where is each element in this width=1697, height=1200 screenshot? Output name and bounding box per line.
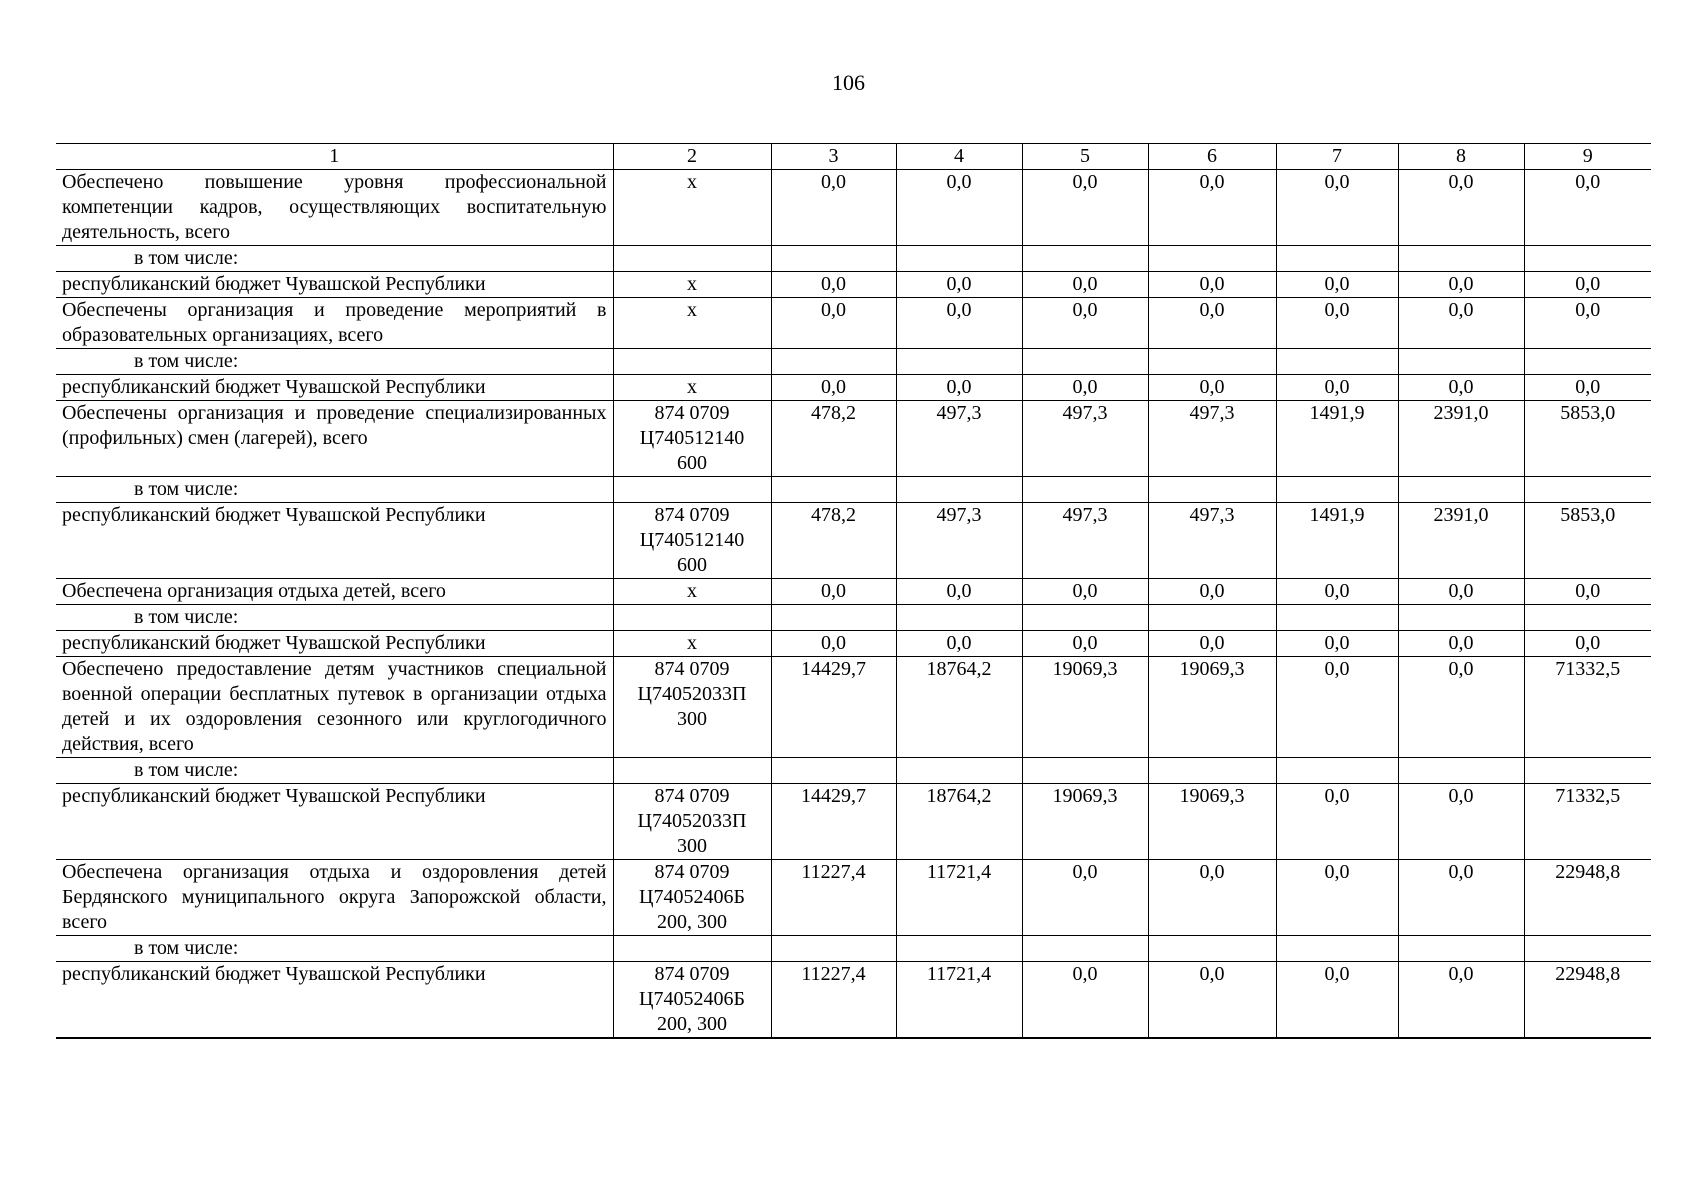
amount-cell bbox=[1148, 758, 1276, 784]
amount-cell: 0,0 bbox=[1022, 272, 1148, 298]
amount-cell bbox=[1524, 246, 1651, 272]
amount-cell: 5853,0 bbox=[1524, 401, 1651, 477]
subtotal-label-row bbox=[56, 349, 1651, 375]
amount-cell: 0,0 bbox=[1148, 375, 1276, 401]
amount-cell: 2391,0 bbox=[1398, 401, 1524, 477]
amount-cell: 11721,4 bbox=[896, 962, 1022, 1039]
amount-cell: 71332,5 bbox=[1524, 784, 1651, 860]
budget-code-line: 300 bbox=[677, 708, 707, 730]
subtotal-label-row bbox=[56, 477, 1651, 503]
amount-cell: 0,0 bbox=[1148, 170, 1276, 246]
amount-cell: 0,0 bbox=[1022, 962, 1148, 1039]
column-number: 9 bbox=[1524, 144, 1651, 170]
amount-cell bbox=[1148, 936, 1276, 962]
column-number: 3 bbox=[771, 144, 896, 170]
column-number: 2 bbox=[613, 144, 771, 170]
amount-cell: 19069,3 bbox=[1148, 657, 1276, 758]
amount-cell: 0,0 bbox=[771, 631, 896, 657]
amount-cell: 0,0 bbox=[1398, 170, 1524, 246]
amount-cell bbox=[1398, 349, 1524, 375]
budget-code-line: 874 0709 bbox=[654, 658, 730, 680]
row-name: республиканский бюджет Чувашской Республики bbox=[56, 272, 613, 298]
amount-cell: 0,0 bbox=[1148, 860, 1276, 936]
amount-cell bbox=[1276, 936, 1398, 962]
amount-cell: 0,0 bbox=[1022, 375, 1148, 401]
amount-cell: 0,0 bbox=[1022, 298, 1148, 349]
amount-cell bbox=[1276, 349, 1398, 375]
column-number: 8 bbox=[1398, 144, 1524, 170]
amount-cell bbox=[771, 936, 896, 962]
amount-cell: 0,0 bbox=[1398, 272, 1524, 298]
subtotal-label-row bbox=[56, 936, 1651, 962]
table-row bbox=[56, 962, 1651, 1039]
budget-code bbox=[613, 784, 771, 860]
budget-code bbox=[613, 860, 771, 936]
budget-code-line: 874 0709 bbox=[654, 963, 730, 985]
row-name: республиканский бюджет Чувашской Республики bbox=[56, 503, 613, 579]
subtotal-label-row bbox=[56, 605, 1651, 631]
column-number: 4 bbox=[896, 144, 1022, 170]
amount-cell: 0,0 bbox=[896, 631, 1022, 657]
amount-cell: 0,0 bbox=[896, 298, 1022, 349]
amount-cell bbox=[1398, 477, 1524, 503]
amount-cell: 0,0 bbox=[1524, 631, 1651, 657]
amount-cell: 0,0 bbox=[1276, 272, 1398, 298]
amount-cell bbox=[1022, 246, 1148, 272]
amount-cell bbox=[1148, 477, 1276, 503]
amount-cell bbox=[896, 246, 1022, 272]
amount-cell: 0,0 bbox=[1276, 860, 1398, 936]
table-row bbox=[56, 298, 1651, 349]
budget-code-line: Ц740512140 bbox=[639, 529, 745, 551]
amount-cell: 0,0 bbox=[1524, 375, 1651, 401]
table-row bbox=[56, 579, 1651, 605]
amount-cell: 0,0 bbox=[1148, 631, 1276, 657]
budget-code bbox=[613, 170, 771, 246]
budget-code bbox=[613, 375, 771, 401]
budget-code-line: 600 bbox=[677, 554, 707, 576]
table-row bbox=[56, 860, 1651, 936]
amount-cell: 497,3 bbox=[1022, 503, 1148, 579]
amount-cell: 0,0 bbox=[1398, 298, 1524, 349]
amount-cell: 19069,3 bbox=[1022, 657, 1148, 758]
column-number: 5 bbox=[1022, 144, 1148, 170]
amount-cell: 1491,9 bbox=[1276, 401, 1398, 477]
amount-cell bbox=[1524, 758, 1651, 784]
row-name: в том числе: bbox=[56, 936, 613, 962]
table-row bbox=[56, 375, 1651, 401]
amount-cell: 0,0 bbox=[1276, 784, 1398, 860]
amount-cell: 0,0 bbox=[771, 272, 896, 298]
budget-code-line: х bbox=[687, 632, 697, 654]
amount-cell: 0,0 bbox=[896, 170, 1022, 246]
amount-cell: 0,0 bbox=[1022, 170, 1148, 246]
amount-cell bbox=[771, 758, 896, 784]
budget-code bbox=[613, 758, 771, 784]
budget-code bbox=[613, 631, 771, 657]
amount-cell: 0,0 bbox=[1276, 375, 1398, 401]
row-name: республиканский бюджет Чувашской Республики bbox=[56, 375, 613, 401]
budget-code bbox=[613, 962, 771, 1039]
table-row bbox=[56, 657, 1651, 758]
amount-cell bbox=[896, 477, 1022, 503]
amount-cell: 497,3 bbox=[1022, 401, 1148, 477]
budget-code bbox=[613, 503, 771, 579]
amount-cell: 1491,9 bbox=[1276, 503, 1398, 579]
amount-cell: 0,0 bbox=[771, 170, 896, 246]
amount-cell: 0,0 bbox=[896, 579, 1022, 605]
row-name: Обеспечены организация и проведение мероприятий в образовательных организациях, всего bbox=[56, 298, 613, 349]
budget-code bbox=[613, 657, 771, 758]
amount-cell: 0,0 bbox=[1398, 375, 1524, 401]
amount-cell bbox=[896, 936, 1022, 962]
subtotal-label-row bbox=[56, 246, 1651, 272]
amount-cell: 497,3 bbox=[896, 503, 1022, 579]
column-number: 6 bbox=[1148, 144, 1276, 170]
amount-cell: 0,0 bbox=[1022, 860, 1148, 936]
budget-code-line: х bbox=[687, 273, 697, 295]
amount-cell: 0,0 bbox=[1398, 657, 1524, 758]
amount-cell bbox=[1148, 605, 1276, 631]
budget-code-line: х bbox=[687, 299, 697, 321]
amount-cell: 18764,2 bbox=[896, 657, 1022, 758]
amount-cell: 0,0 bbox=[1276, 657, 1398, 758]
budget-code bbox=[613, 477, 771, 503]
amount-cell bbox=[1398, 605, 1524, 631]
amount-cell bbox=[1022, 936, 1148, 962]
amount-cell: 14429,7 bbox=[771, 784, 896, 860]
amount-cell: 0,0 bbox=[1276, 962, 1398, 1039]
budget-code-line: 874 0709 bbox=[654, 402, 730, 424]
budget-code-line: Ц74052033П bbox=[637, 683, 747, 705]
amount-cell: 11227,4 bbox=[771, 962, 896, 1039]
amount-cell: 11721,4 bbox=[896, 860, 1022, 936]
row-name: Обеспечено повышение уровня профессиональной компетенции кадров, осуществляющих воспитательную деятельность, всего bbox=[56, 170, 613, 246]
amount-cell bbox=[1022, 758, 1148, 784]
row-name: в том числе: bbox=[56, 349, 613, 375]
amount-cell: 0,0 bbox=[1524, 298, 1651, 349]
budget-code bbox=[613, 298, 771, 349]
amount-cell: 11227,4 bbox=[771, 860, 896, 936]
budget-code bbox=[613, 936, 771, 962]
budget-code-line: 200, 300 bbox=[657, 1013, 727, 1035]
amount-cell: 0,0 bbox=[1524, 579, 1651, 605]
amount-cell: 497,3 bbox=[1148, 503, 1276, 579]
amount-cell bbox=[771, 605, 896, 631]
table-body bbox=[56, 144, 1651, 1039]
amount-cell bbox=[771, 246, 896, 272]
amount-cell: 22948,8 bbox=[1524, 962, 1651, 1039]
amount-cell: 0,0 bbox=[896, 375, 1022, 401]
amount-cell: 19069,3 bbox=[1022, 784, 1148, 860]
row-name: в том числе: bbox=[56, 246, 613, 272]
budget-code-line: Ц74052033П bbox=[637, 810, 747, 832]
amount-cell: 0,0 bbox=[896, 272, 1022, 298]
amount-cell: 497,3 bbox=[896, 401, 1022, 477]
page-number: 106 bbox=[832, 70, 865, 95]
budget-code-line: х bbox=[687, 376, 697, 398]
table-row bbox=[56, 401, 1651, 477]
amount-cell: 0,0 bbox=[1398, 579, 1524, 605]
amount-cell bbox=[771, 477, 896, 503]
column-number: 7 bbox=[1276, 144, 1398, 170]
amount-cell: 0,0 bbox=[1276, 170, 1398, 246]
amount-cell: 497,3 bbox=[1148, 401, 1276, 477]
amount-cell bbox=[1276, 246, 1398, 272]
amount-cell: 0,0 bbox=[1022, 579, 1148, 605]
amount-cell bbox=[896, 758, 1022, 784]
row-name: в том числе: bbox=[56, 605, 613, 631]
amount-cell bbox=[1022, 605, 1148, 631]
table-row bbox=[56, 170, 1651, 246]
row-name: Обеспечены организация и проведение специализированных (профильных) смен (лагерей), всего bbox=[56, 401, 613, 477]
amount-cell bbox=[1524, 605, 1651, 631]
amount-cell bbox=[1524, 349, 1651, 375]
amount-cell bbox=[1022, 349, 1148, 375]
column-number-row bbox=[56, 144, 1651, 170]
amount-cell: 0,0 bbox=[1398, 860, 1524, 936]
budget-code bbox=[613, 579, 771, 605]
amount-cell bbox=[1398, 936, 1524, 962]
row-name: республиканский бюджет Чувашской Республики bbox=[56, 784, 613, 860]
amount-cell: 0,0 bbox=[1148, 272, 1276, 298]
table-row bbox=[56, 631, 1651, 657]
budget-code-line: 600 bbox=[677, 452, 707, 474]
amount-cell bbox=[1148, 349, 1276, 375]
row-name: Обеспечена организация отдыха и оздоровления детей Бердянского муниципального округа Запорожской области, всего bbox=[56, 860, 613, 936]
budget-code-line: Ц74052406Б bbox=[639, 886, 745, 908]
subtotal-label-row bbox=[56, 758, 1651, 784]
amount-cell: 19069,3 bbox=[1148, 784, 1276, 860]
budget-code-line: 200, 300 bbox=[657, 911, 727, 933]
row-name: республиканский бюджет Чувашской Республики bbox=[56, 962, 613, 1039]
amount-cell bbox=[896, 605, 1022, 631]
amount-cell: 0,0 bbox=[771, 579, 896, 605]
amount-cell bbox=[1524, 936, 1651, 962]
amount-cell: 0,0 bbox=[1398, 784, 1524, 860]
amount-cell: 5853,0 bbox=[1524, 503, 1651, 579]
budget-code-line: х bbox=[687, 171, 697, 193]
budget-code-line: Ц74052406Б bbox=[639, 988, 745, 1010]
budget-table bbox=[56, 143, 1651, 1039]
budget-code-line: 300 bbox=[677, 835, 707, 857]
amount-cell bbox=[1022, 477, 1148, 503]
amount-cell: 2391,0 bbox=[1398, 503, 1524, 579]
amount-cell: 0,0 bbox=[771, 298, 896, 349]
row-name: Обеспечена организация отдыха детей, всего bbox=[56, 579, 613, 605]
amount-cell: 0,0 bbox=[1148, 579, 1276, 605]
table-row bbox=[56, 503, 1651, 579]
row-name: в том числе: bbox=[56, 477, 613, 503]
budget-code-line: 874 0709 bbox=[654, 504, 730, 526]
row-name: республиканский бюджет Чувашской Республики bbox=[56, 631, 613, 657]
amount-cell: 478,2 bbox=[771, 503, 896, 579]
budget-code bbox=[613, 246, 771, 272]
amount-cell: 14429,7 bbox=[771, 657, 896, 758]
amount-cell bbox=[1276, 605, 1398, 631]
amount-cell bbox=[1524, 477, 1651, 503]
amount-cell: 0,0 bbox=[1276, 298, 1398, 349]
column-number: 1 bbox=[56, 144, 613, 170]
budget-code bbox=[613, 401, 771, 477]
amount-cell: 22948,8 bbox=[1524, 860, 1651, 936]
amount-cell: 18764,2 bbox=[896, 784, 1022, 860]
amount-cell bbox=[1398, 758, 1524, 784]
budget-code-line: Ц740512140 bbox=[639, 427, 745, 449]
amount-cell bbox=[896, 349, 1022, 375]
amount-cell: 478,2 bbox=[771, 401, 896, 477]
amount-cell bbox=[1148, 246, 1276, 272]
amount-cell bbox=[1398, 246, 1524, 272]
amount-cell bbox=[1276, 477, 1398, 503]
amount-cell: 0,0 bbox=[1276, 579, 1398, 605]
budget-code-line: 874 0709 bbox=[654, 861, 730, 883]
budget-code bbox=[613, 605, 771, 631]
table-row bbox=[56, 272, 1651, 298]
amount-cell: 0,0 bbox=[1276, 631, 1398, 657]
amount-cell: 0,0 bbox=[1398, 962, 1524, 1039]
amount-cell: 71332,5 bbox=[1524, 657, 1651, 758]
table-row bbox=[56, 784, 1651, 860]
amount-cell: 0,0 bbox=[771, 375, 896, 401]
amount-cell: 0,0 bbox=[1148, 962, 1276, 1039]
budget-code-line: 874 0709 bbox=[654, 785, 730, 807]
budget-code bbox=[613, 272, 771, 298]
amount-cell: 0,0 bbox=[1022, 631, 1148, 657]
amount-cell: 0,0 bbox=[1148, 298, 1276, 349]
row-name: Обеспечено предоставление детям участников специальной военной операции бесплатных путевок в организации отдыха детей и их оздоровления сезонного или круглогодичного действия, всего bbox=[56, 657, 613, 758]
budget-code-line: х bbox=[687, 580, 697, 602]
amount-cell bbox=[771, 349, 896, 375]
amount-cell: 0,0 bbox=[1398, 631, 1524, 657]
row-name: в том числе: bbox=[56, 758, 613, 784]
amount-cell bbox=[1276, 758, 1398, 784]
budget-code bbox=[613, 349, 771, 375]
amount-cell: 0,0 bbox=[1524, 272, 1651, 298]
amount-cell: 0,0 bbox=[1524, 170, 1651, 246]
